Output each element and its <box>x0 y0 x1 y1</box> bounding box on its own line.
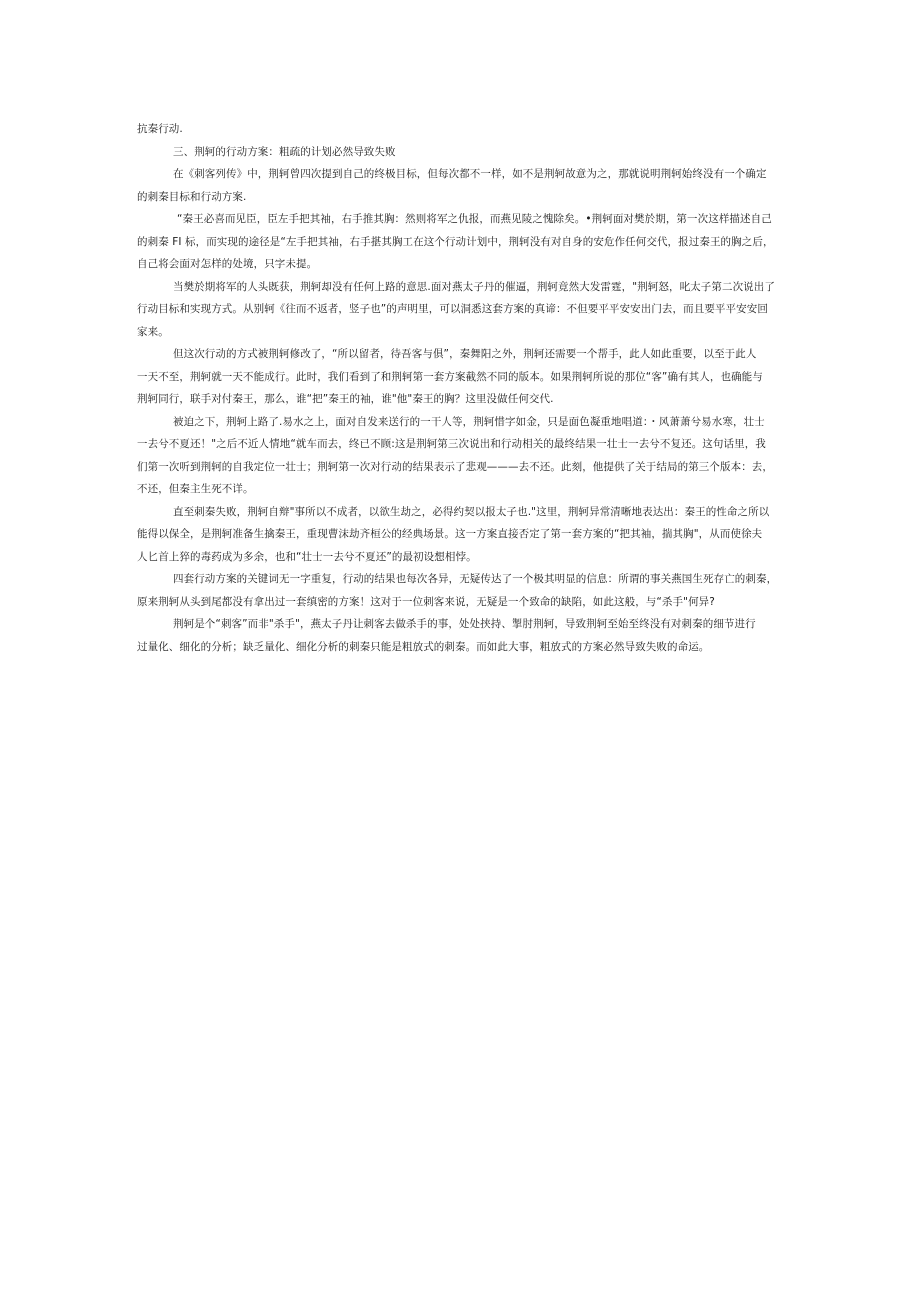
paragraph-line: 一去兮不夏还！"之后不近人情地“就车而去，终已不顾:这是荆轲第三次说出和行动相关的最终结果一壮士一去兮不复还。这句话里，我 <box>137 438 766 450</box>
paragraph-line: 荆轲是个“刺客”而非"杀手"，燕太子丹让刺客去做杀手的事，处处挟持、掣肘荆轲，导致荆轲至始至终没有对刺秦的细节进行 <box>173 618 756 630</box>
paragraph-line: 家来。 <box>137 325 169 338</box>
paragraph-line: 们第一次听到荆轲的自我定位一壮士；荆轲第一次对行动的结果表示了悲观———去不还。此刻，他提供了关于结局的第三个版本：去， <box>137 460 773 473</box>
paragraph-line: 在《刺客列传》中，荆轲曾四次提到自己的终极目标，但每次都不一样，如不是荆轲故意为之，那就说明荆轲始终没有一个确定 <box>173 168 767 180</box>
paragraph-line: 被迫之下，荆轲上路了.易水之上，面对自发来送行的一干人等，荆轲惜字如金，只是面色凝重地唱道：・风萧萧兮易水寒，壮士 <box>173 415 765 428</box>
paragraph-line: 但这次行动的方式被荆轲修改了，“所以留者，待吾客与俱”，秦舞阳之外，荆轲还需要一个帮手，此人如此重要，以至于此人 <box>173 348 757 360</box>
paragraph-line: 能得以保全，是荆轲准备生擒秦王，重现曹沫劫齐桓公的经典场景。这一方案直接否定了第一套方案的“把其袖，揣其胸"，从而使徐夫 <box>137 528 763 540</box>
paragraph-line: 的刺秦目标和行动方案. <box>137 190 247 203</box>
paragraph-line: 自己将会面对怎样的处境，只字未提。 <box>137 258 318 270</box>
paragraph-line: 人匕首上猝的毒药成为多余，也和“壮士一去兮不夏还”的最初设想相悖。 <box>137 550 477 563</box>
paragraph-line: “秦王必喜而见臣，臣左手把其袖，右手推其胸：然则将军之仇报，而燕见陵之愧除矣。•荆轲面对樊於期，第一次这样描述自己 <box>177 213 772 225</box>
paragraph-line: 抗秦行动. <box>137 123 183 135</box>
paragraph-line: 四套行动方案的关键词无一字重复，行动的结果也每次各异，无疑传达了一个极其明显的信息：所谓的事关燕国生死存亡的刺秦， <box>173 573 778 585</box>
paragraph-line: 原来荆轲从头到尾都没有拿出过一套缜密的方案！这对于一位刺客来说，无疑是一个致命的缺陷，如此这般，与“杀手"何异? <box>137 595 715 608</box>
paragraph-line: 一天不至，荆轲就一天不能成行。此时，我们看到了和荆轲第一套方案截然不同的版本。如果荆轲所说的那位“客”确有其人，也确能与 <box>137 370 763 383</box>
paragraph-line: 当樊於期将军的人头既获，荆轲却没有任何上路的意思.面对燕太子丹的催逼，荆轲竟然大发雷霆，"荆轲怒，叱太子第二次说出了 <box>173 280 775 293</box>
paragraph-line: 的刺秦 FI 标，而实现的途径是“左手把其袖，右手揕其胸工在这个行动计划中，荆轲没有对自身的安危作任何交代，报过秦王的胸之后， <box>137 235 774 248</box>
paragraph-line: 直至刺秦失败，荆轲自辩"事所以不成者，以欲生劫之，必得约契以报太子也."这里，荆轲异常清晰地表达出：秦王的性命之所以 <box>173 505 770 518</box>
paragraph-line: 荆轲同行，联手对付秦王，那么，谁“把”秦王的袖，谁"他"秦王的胸？这里没做任何交代. <box>137 393 554 405</box>
document-body <box>137 118 787 658</box>
paragraph-line: 行动目标和实现方式。从别轲《往而不返者，竖子也”的声明里，可以洞悉这套方案的真谛：不但要平平安安出门去，而且要平平安安回 <box>137 303 768 315</box>
paragraph-line: 过量化、细化的分析；缺乏量化、细化分析的刺秦只能是粗放式的刺秦。而如此大事，粗放式的方案必然导致失败的命运。 <box>137 640 710 653</box>
paragraph-line: 不还，但秦主生死不详。 <box>137 483 254 495</box>
section-heading: 三、荆轲的行动方案：粗疏的计划必然导致失败 <box>173 145 396 158</box>
